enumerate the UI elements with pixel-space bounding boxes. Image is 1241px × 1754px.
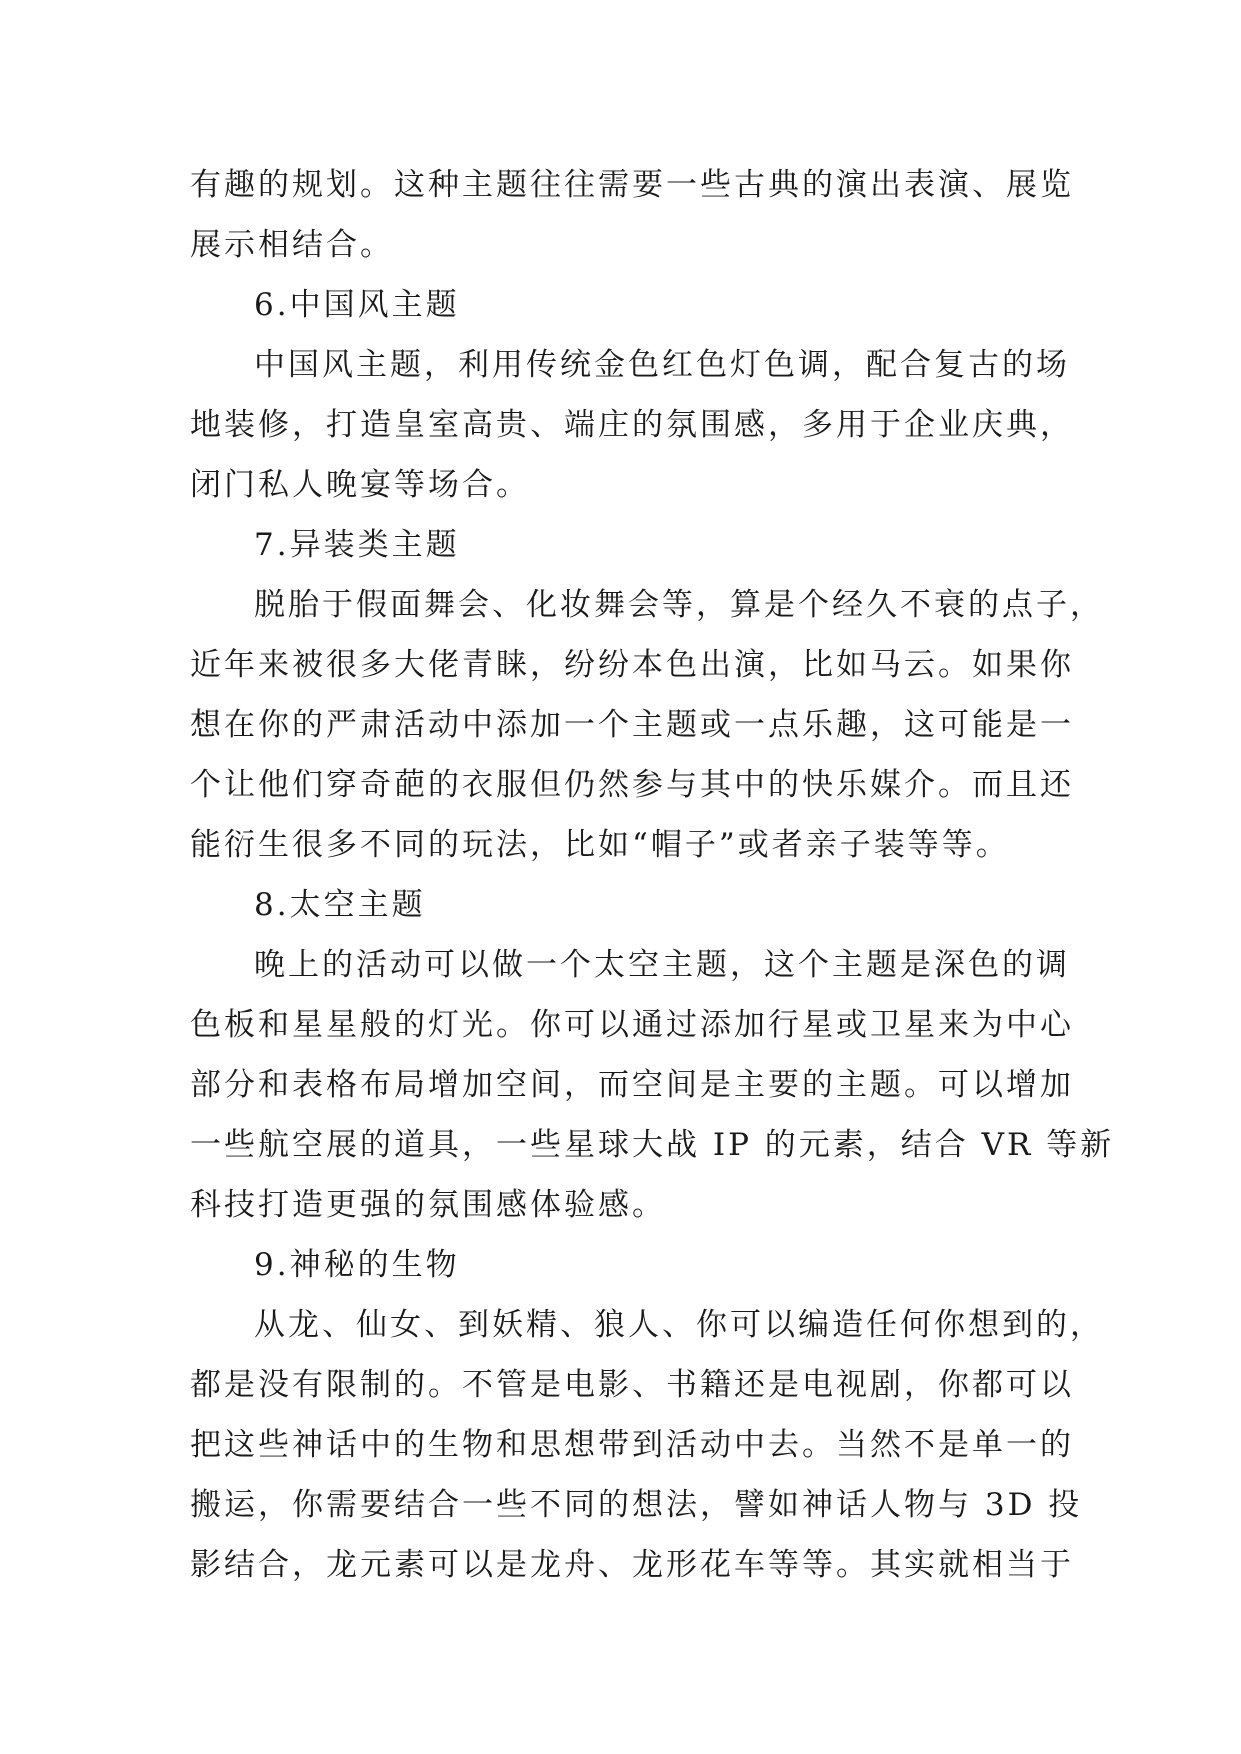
section-heading: 9.神秘的生物 — [254, 1247, 460, 1283]
text-line: 地装修，打造皇室高贵、端庄的氛围感，多用于企业庆典， — [190, 407, 1074, 443]
paragraph-first-line: 从龙、仙女、到妖精、狼人、你可以编造任何你想到的， — [254, 1307, 1104, 1343]
text-line: 一些航空展的道具，一些星球大战 IP 的元素，结合 VR 等新 — [190, 1127, 1115, 1163]
text-line: 想在你的严肃活动中添加一个主题或一点乐趣，这可能是一 — [190, 707, 1074, 743]
text-line: 有趣的规划。这种主题往往需要一些古典的演出表演、展览 — [190, 167, 1074, 203]
section-heading: 6.中国风主题 — [254, 287, 460, 323]
text-line: 能衍生很多不同的玩法，比如“帽子”或者亲子装等等。 — [190, 827, 1010, 863]
text-line: 展示相结合。 — [190, 227, 394, 263]
paragraph-first-line: 脱胎于假面舞会、化妆舞会等，算是个经久不衰的点子， — [254, 587, 1104, 623]
document-page — [190, 155, 1115, 1595]
text-line: 搬运，你需要结合一些不同的想法，譬如神话人物与 3D 投 — [190, 1487, 1083, 1523]
text-line: 都是没有限制的。不管是电影、书籍还是电视剧，你都可以 — [190, 1367, 1074, 1403]
text-line: 个让他们穿奇葩的衣服但仍然参与其中的快乐媒介。而且还 — [190, 767, 1074, 803]
text-line: 把这些神话中的生物和思想带到活动中去。当然不是单一的 — [190, 1427, 1074, 1463]
paragraph-first-line: 中国风主题，利用传统金色红色灯色调，配合复古的场 — [254, 347, 1070, 383]
text-line: 近年来被很多大佬青睐，纷纷本色出演，比如马云。如果你 — [190, 647, 1074, 683]
section-heading: 8.太空主题 — [254, 887, 426, 923]
text-line: 影结合，龙元素可以是龙舟、龙形花车等等。其实就相当于 — [190, 1547, 1074, 1583]
text-line: 部分和表格布局增加空间，而空间是主要的主题。可以增加 — [190, 1067, 1074, 1103]
text-line: 科技打造更强的氛围感体验感。 — [190, 1187, 666, 1223]
text-line: 闭门私人晚宴等场合。 — [190, 467, 530, 503]
paragraph-first-line: 晚上的活动可以做一个太空主题，这个主题是深色的调 — [254, 947, 1070, 983]
section-heading: 7.异装类主题 — [254, 527, 460, 563]
text-line: 色板和星星般的灯光。你可以通过添加行星或卫星来为中心 — [190, 1007, 1074, 1043]
